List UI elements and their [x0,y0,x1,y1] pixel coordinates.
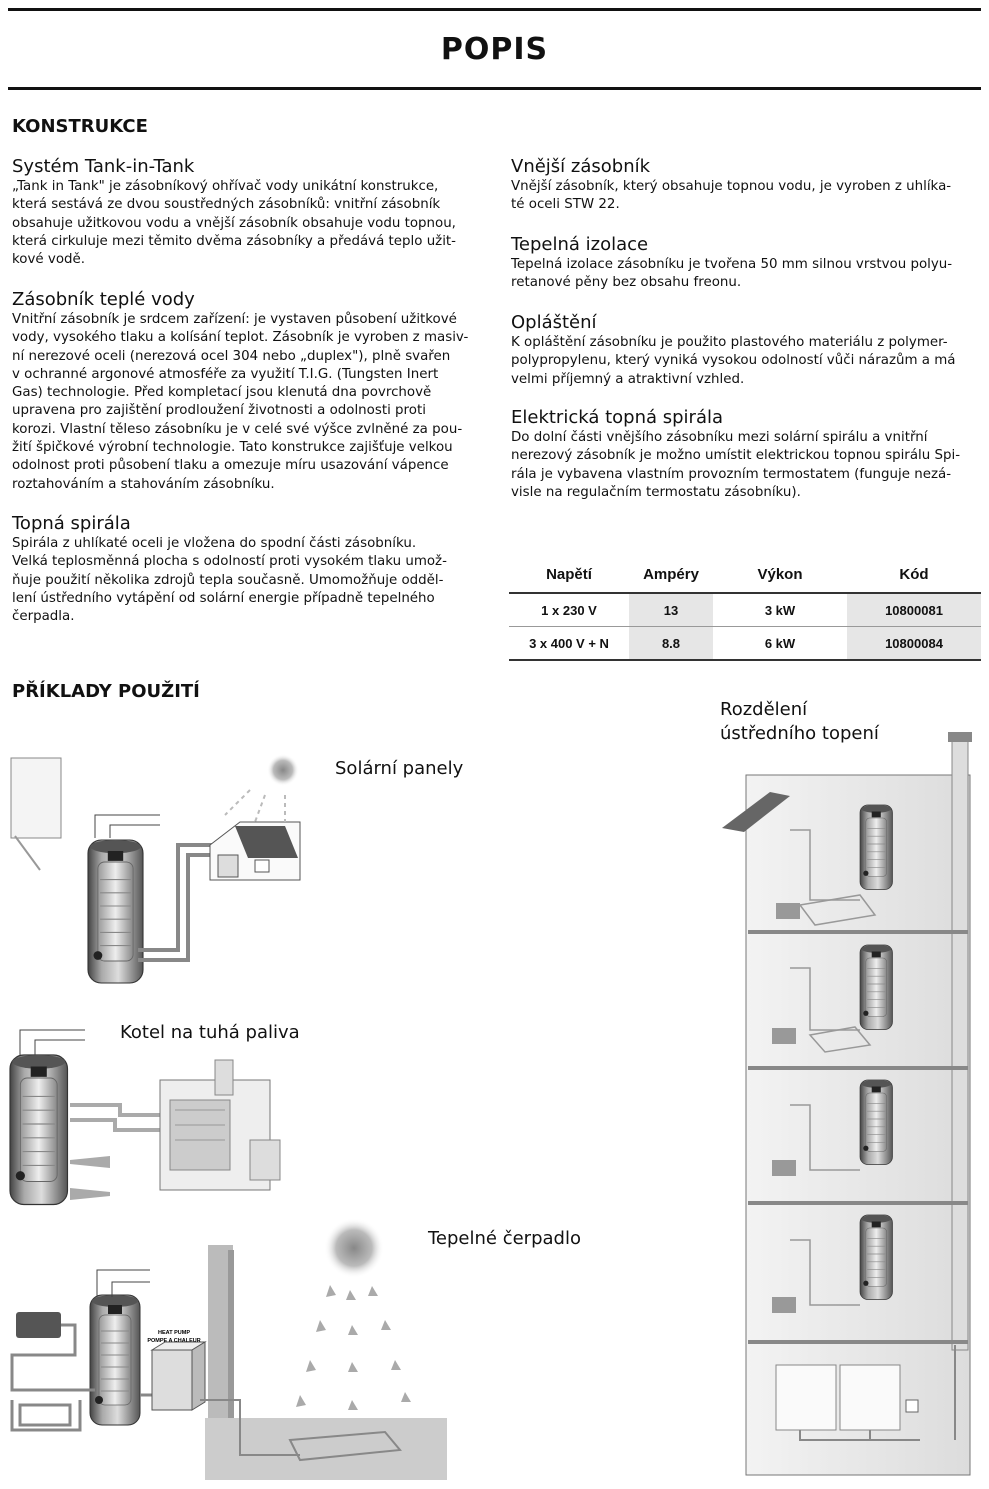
heatpump-example-illustration [12,1218,447,1480]
text-line: Vnější zásobník, který obsahuje topnou vodu, je vyroben z uhlíka- [511,179,952,194]
heat-pump-unit [147,1330,205,1410]
house-icon [210,822,300,880]
text-line: rála je vybavena vlastním provozním termostatem (funguje nezá- [511,466,952,482]
text-line: v ochranné argonové atmosféře za využití T.I.G. (Tungsten Inert [12,366,439,382]
section-title: Elektrická topná spirála [511,407,724,428]
text-line: té oceli STW 22. [511,197,620,213]
text-line: polypropylenu, který vyniká vysokou odolností vůči nárazům a má [511,353,956,369]
text-line: žití špičkové výrobní technologie. Tato konstrukce zajišťuje velkou [12,440,453,456]
table-cell: 1 x 230 V [509,593,629,627]
text-line: K opláštění zásobníku je použito plastového materiálu z polymer- [511,335,948,350]
header-napeti: Napětí [509,556,629,593]
header-vykon: Výkon [713,556,847,593]
radiator-icon [776,903,800,919]
text-line: retanové pěny bez obsahu freonu. [511,275,742,291]
text-line: obsahuje užitkovou vodu a vnější zásobník obsahuje vodu topnou, [12,215,456,231]
label-distribution-line2: ústředního topení [720,723,879,744]
table-cell: 10800081 [847,593,981,627]
text-line: kové vodě. [12,252,86,268]
text-line: upravena pro zajištění prodloužení životnosti a odolnosti proti [12,403,426,419]
text-line: která sestává ze dvou soustředných zásobníků: vnitřní zásobník [12,197,441,213]
text-line: velmi příjemný a atraktivní vzhled. [511,371,745,387]
sun-icon [267,754,299,786]
page-title: POPIS [440,32,549,67]
text-line: ní nerezové oceli (nerezová ocel 304 nebo „duplex"), plně svařen [12,348,451,364]
header-ampery: Ampéry [629,556,713,593]
heatpump-unit-text-2: POMPE A CHALEUR [147,1338,201,1344]
arrow-icon [70,1188,110,1200]
table-cell: 3 kW [713,593,847,627]
text-line: Velká teplosměnná plocha s odolností proti vysokém tlaku umož- [12,554,447,570]
examples-heading: PŘÍKLADY POUŽITÍ [12,681,200,702]
arrow-icon [70,1156,110,1168]
label-boiler: Kotel na tuhá paliva [120,1022,300,1043]
wall-boiler [11,758,61,838]
radiator-icon [772,1160,796,1176]
table-cell: 8.8 [629,627,713,661]
radiator-icon [772,1028,796,1044]
sun-rays [296,1285,411,1410]
text-line: vody, vysokého tlaku a kolísání teplot. Zásobník je vyroben z masiv- [12,330,469,346]
text-line: nerezový zásobník je možno umístit elektrickou topnou spirálu Spi- [511,448,961,464]
label-distribution-line1: Rozdělení [720,699,808,720]
label-heatpump: Tepelné čerpadlo [428,1228,581,1249]
text-line: roztahováním a stahováním zásobníku. [12,476,275,492]
text-line: visle na regulačním termostatu zásobníku). [511,484,801,500]
text-line: korozi. Vlastní těleso zásobníku je v celé své výšce zvlněné za pou- [12,421,463,437]
text-line: Do dolní části vnějšího zásobníku mezi solární spirálu a vnitřní [511,430,928,445]
text-line: odolnost proti působení tlaku a omezuje míru usazování vápence [12,458,449,474]
text-line: Tepelná izolace zásobníku je tvořena 50 mm silnou vrstvou polyu- [511,257,953,272]
text-line: která cirkuluje mezi těmito dvěma zásobníky a předává teplo užit- [12,233,457,249]
table-cell: 6 kW [713,627,847,661]
konstrukce-heading: KONSTRUKCE [12,116,148,137]
section-title: Vnější zásobník [511,156,651,177]
section-title: Topná spirála [12,513,131,534]
text-line: Spirála z uhlíkaté oceli je vložena do spodní části zásobníku. [12,536,417,551]
solar-example-illustration [11,754,300,983]
heatpump-unit-text-1: HEAT PUMP [158,1330,190,1336]
text-line: Vnitřní zásobník je srdcem zařízení: je vystaven působení užitkové [12,312,457,327]
solid-fuel-boiler-icon [160,1060,280,1190]
radiator-icon [16,1312,61,1338]
text-line: ňuje použití několika zdrojů tepla současně. Umomožňuje odděl- [12,572,444,588]
table-cell: 13 [629,593,713,627]
sun-icon [324,1218,384,1278]
section-title: Tepelná izolace [511,234,649,255]
text-line: Gas) technologie. Před kompletací jsou klenutá dna povrchově [12,385,432,401]
table-cell: 10800084 [847,627,981,661]
header-kod: Kód [847,556,981,593]
section-title: Systém Tank-in-Tank [12,156,195,177]
table-cell: 3 x 400 V + N [509,627,629,661]
radiator-icon [772,1297,796,1313]
text-line: čerpadla. [12,609,75,625]
chimney [952,740,968,1350]
boiler-example-illustration [10,1030,280,1205]
ground [205,1418,447,1480]
section-title: Zásobník teplé vody [12,289,195,310]
section-title: Opláštění [511,312,597,333]
building-distribution-illustration [722,732,972,1475]
text-line: „Tank in Tank" je zásobníkový ohřívač vody unikátní konstrukce, [12,179,439,194]
text-line: lení ústředního vytápění od solární energie případně tepelného [12,590,435,606]
label-solar: Solární panely [335,758,464,779]
